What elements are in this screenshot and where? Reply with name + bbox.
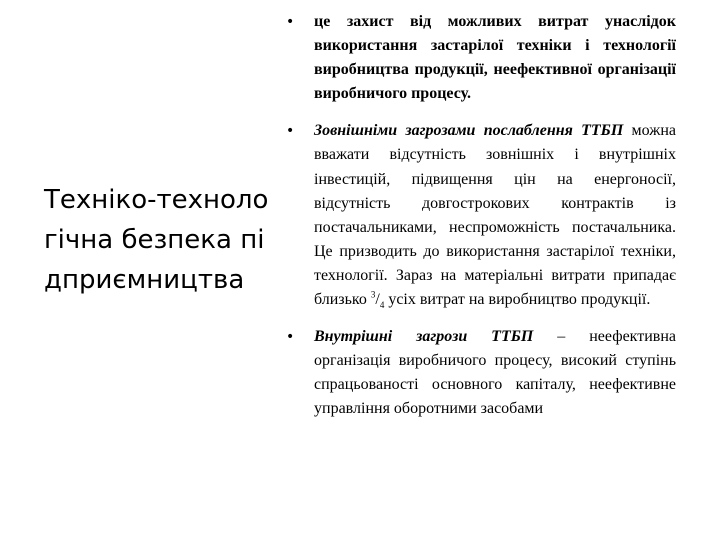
bullet-icon: •	[286, 329, 295, 346]
fraction-denominator: 4	[379, 300, 385, 311]
bullet-item-internal-threats	[286, 325, 676, 421]
fraction-numerator: 3	[370, 289, 376, 300]
bullet-lead: Внутрішні загрози ТТБП	[314, 328, 534, 346]
content-area	[286, 10, 676, 435]
bullet-item-external-threats: • Зовнішніми загрозами послаблення ТТБП можна вважати відсутність зовнішніх і внутрішніх інвестицій, підвищення цін на енергоносії, відсутність довгострокових контрактів із постачальниками, неспроможність постачальника. Це призводить до використання застарілої техніки, технології. Зараз на матеріальні витрати припадає близько $^3/_4$ усіх витрат на виробництво продукції.	[286, 119, 676, 312]
bullet-list	[286, 10, 676, 422]
bullet-lead: Зовнішніми загрозами послаблення ТТБП	[314, 122, 624, 140]
bullet-icon: •	[286, 14, 295, 30]
bullet-icon: •	[286, 123, 295, 140]
bullet-text-end: усіх витрат на виробництво продукції.	[384, 291, 651, 309]
bullet-text: можна вважати відсутність зовнішніх і внутрішніх інвестицій, підвищення цін на енергоносії, відсутність довгострокових контрактів із постачальниками, неспроможність постачальника. Це призводить до використання застарілої техніки, технології. Зараз на матеріальні витрати припадає близько	[314, 122, 676, 309]
slide-title: Техніко-технологічна безпека підприємництва	[44, 185, 269, 295]
bullet-text: це захист від можливих витрат унаслідок використання застарілої техніки і технології виробництва продукції, неефективної організації виробничого процесу.	[314, 13, 676, 103]
bullet-text: – неефективна організація виробничого процесу, високий ступінь спрацьованості основного капіталу, неефективне управління оборотними засобами	[314, 328, 677, 418]
bullet-item-definition	[286, 10, 676, 106]
